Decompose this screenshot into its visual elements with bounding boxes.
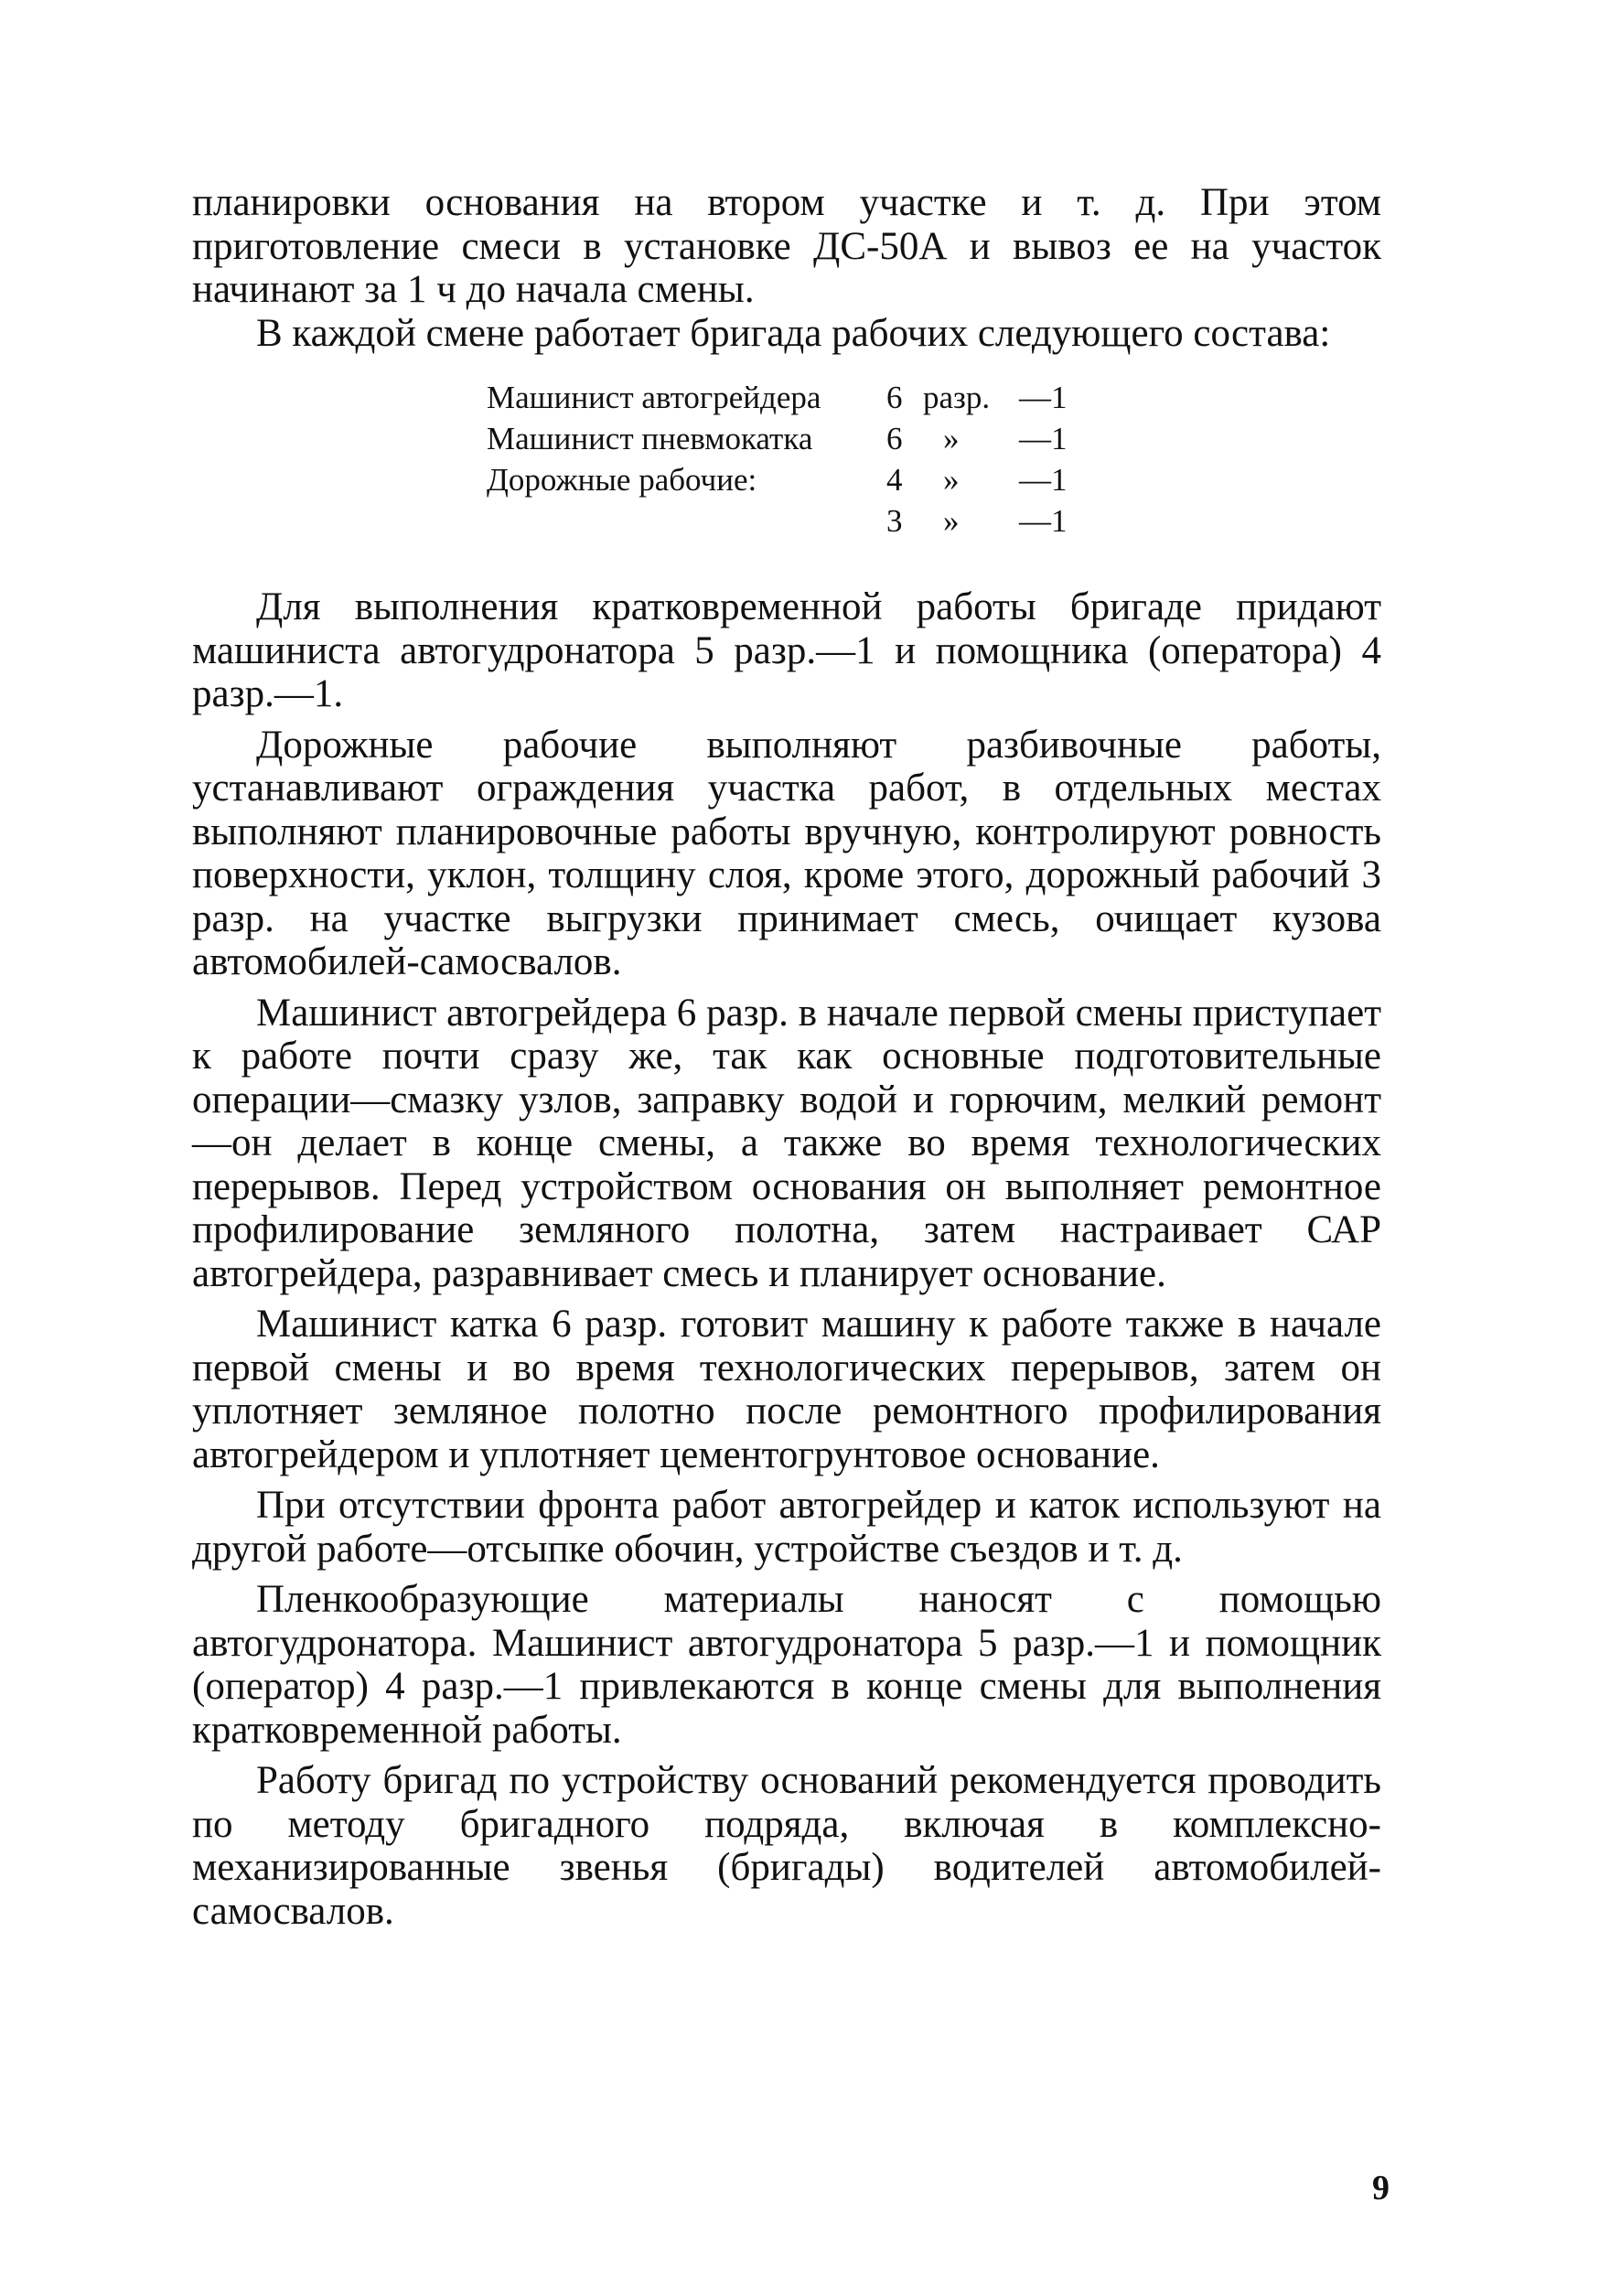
crew-count: —1 (1019, 421, 1068, 456)
crew-unit: » (943, 462, 960, 498)
paragraph-other-work: При отсутствии фронта работ автогрейдер и каток используют на другой работе—отсыпке обочин, устройстве съездов и т. д. (192, 1484, 1381, 1571)
paragraph-roller-operator: Машинист катка 6 разр. готовит машину к работе также в начале первой смены и во время технологических перерывов, затем он уплотняет земляное полотно после ремонтного профилирования автогрейдером и уплотняет цементогрунтовое основание. (192, 1303, 1381, 1476)
paragraph-film-materials: Пленкообразующие материалы наносят с помощью автогудронатора. Машинист автогудронатора 5 разр.—1 и помощник (оператор) 4 разр.—1 привлекаются в конце смены для выполнения кратковременной работы. (192, 1578, 1381, 1752)
crew-row (487, 418, 1145, 459)
crew-row (487, 459, 1145, 500)
crew-grade: 4 (886, 462, 903, 498)
crew-grade: 6 (886, 421, 903, 456)
crew-row (487, 500, 1145, 542)
crew-unit: » (943, 421, 960, 456)
crew-unit: » (943, 503, 960, 539)
paragraph-crew-intro: В каждой смене работает бригада рабочих следующего состава: (256, 311, 1331, 355)
paragraph-grader-operator: Машинист автогрейдера 6 разр. в начале первой смены приступает к работе почти сразу же, так как основные подготовительные операции—смазку узлов, заправку водой и горючим, мелкий ремонт—он делает в конце смены, а также во время технологических перерывов. Перед устройством основания он выполняет ремонтное профилирование земляного полотна, затем настраивает САР автогрейдера, разравнивает смесь и планирует основание. (192, 991, 1381, 1295)
paragraph-short-term-work: Для выполнения кратковременной работы бригаде придают машиниста автогудронатора 5 разр.—1 и помощника (оператора) 4 разр.—1. (192, 585, 1381, 715)
crew-role: Дорожные рабочие: (487, 462, 757, 498)
crew-grade: 6 (886, 380, 903, 415)
document-page (192, 181, 1381, 1933)
crew-count: —1 (1019, 503, 1068, 539)
crew-count: —1 (1019, 462, 1068, 498)
crew-grade: 3 (886, 503, 903, 539)
crew-list (487, 377, 1145, 542)
crew-role (487, 500, 886, 542)
paragraph-brigade-contract: Работу бригад по устройству оснований рекомендуется проводить по методу бригадного подряда, включая в комплексно-механизированные звенья (бригады) водителей автомобилей-самосвалов. (192, 1759, 1381, 1933)
paragraph-road-workers: Дорожные рабочие выполняют разбивочные работы, устанавливают ограждения участка работ, в отдельных местах выполняют планировочные работы вручную, контролируют ровность поверхности, уклон, толщину слоя, кроме этого, дорожный рабочий 3 разр. на участке выгрузки принимает смесь, очищает кузова автомобилей-самосвалов. (192, 723, 1381, 983)
crew-role: Машинист пневмокатка (487, 421, 813, 456)
crew-role: Машинист автогрейдера (487, 380, 821, 415)
crew-count: —1 (1019, 380, 1068, 415)
paragraph-continuation: планировки основания на втором участке и т. д. При этом приготовление смеси в установке ДС-50А и вывоз ее на участок начинают за 1 ч до начала смены. (192, 181, 1381, 311)
crew-unit: разр. (923, 380, 991, 415)
page-number: 9 (1372, 2169, 1390, 2207)
crew-row (487, 377, 1145, 418)
